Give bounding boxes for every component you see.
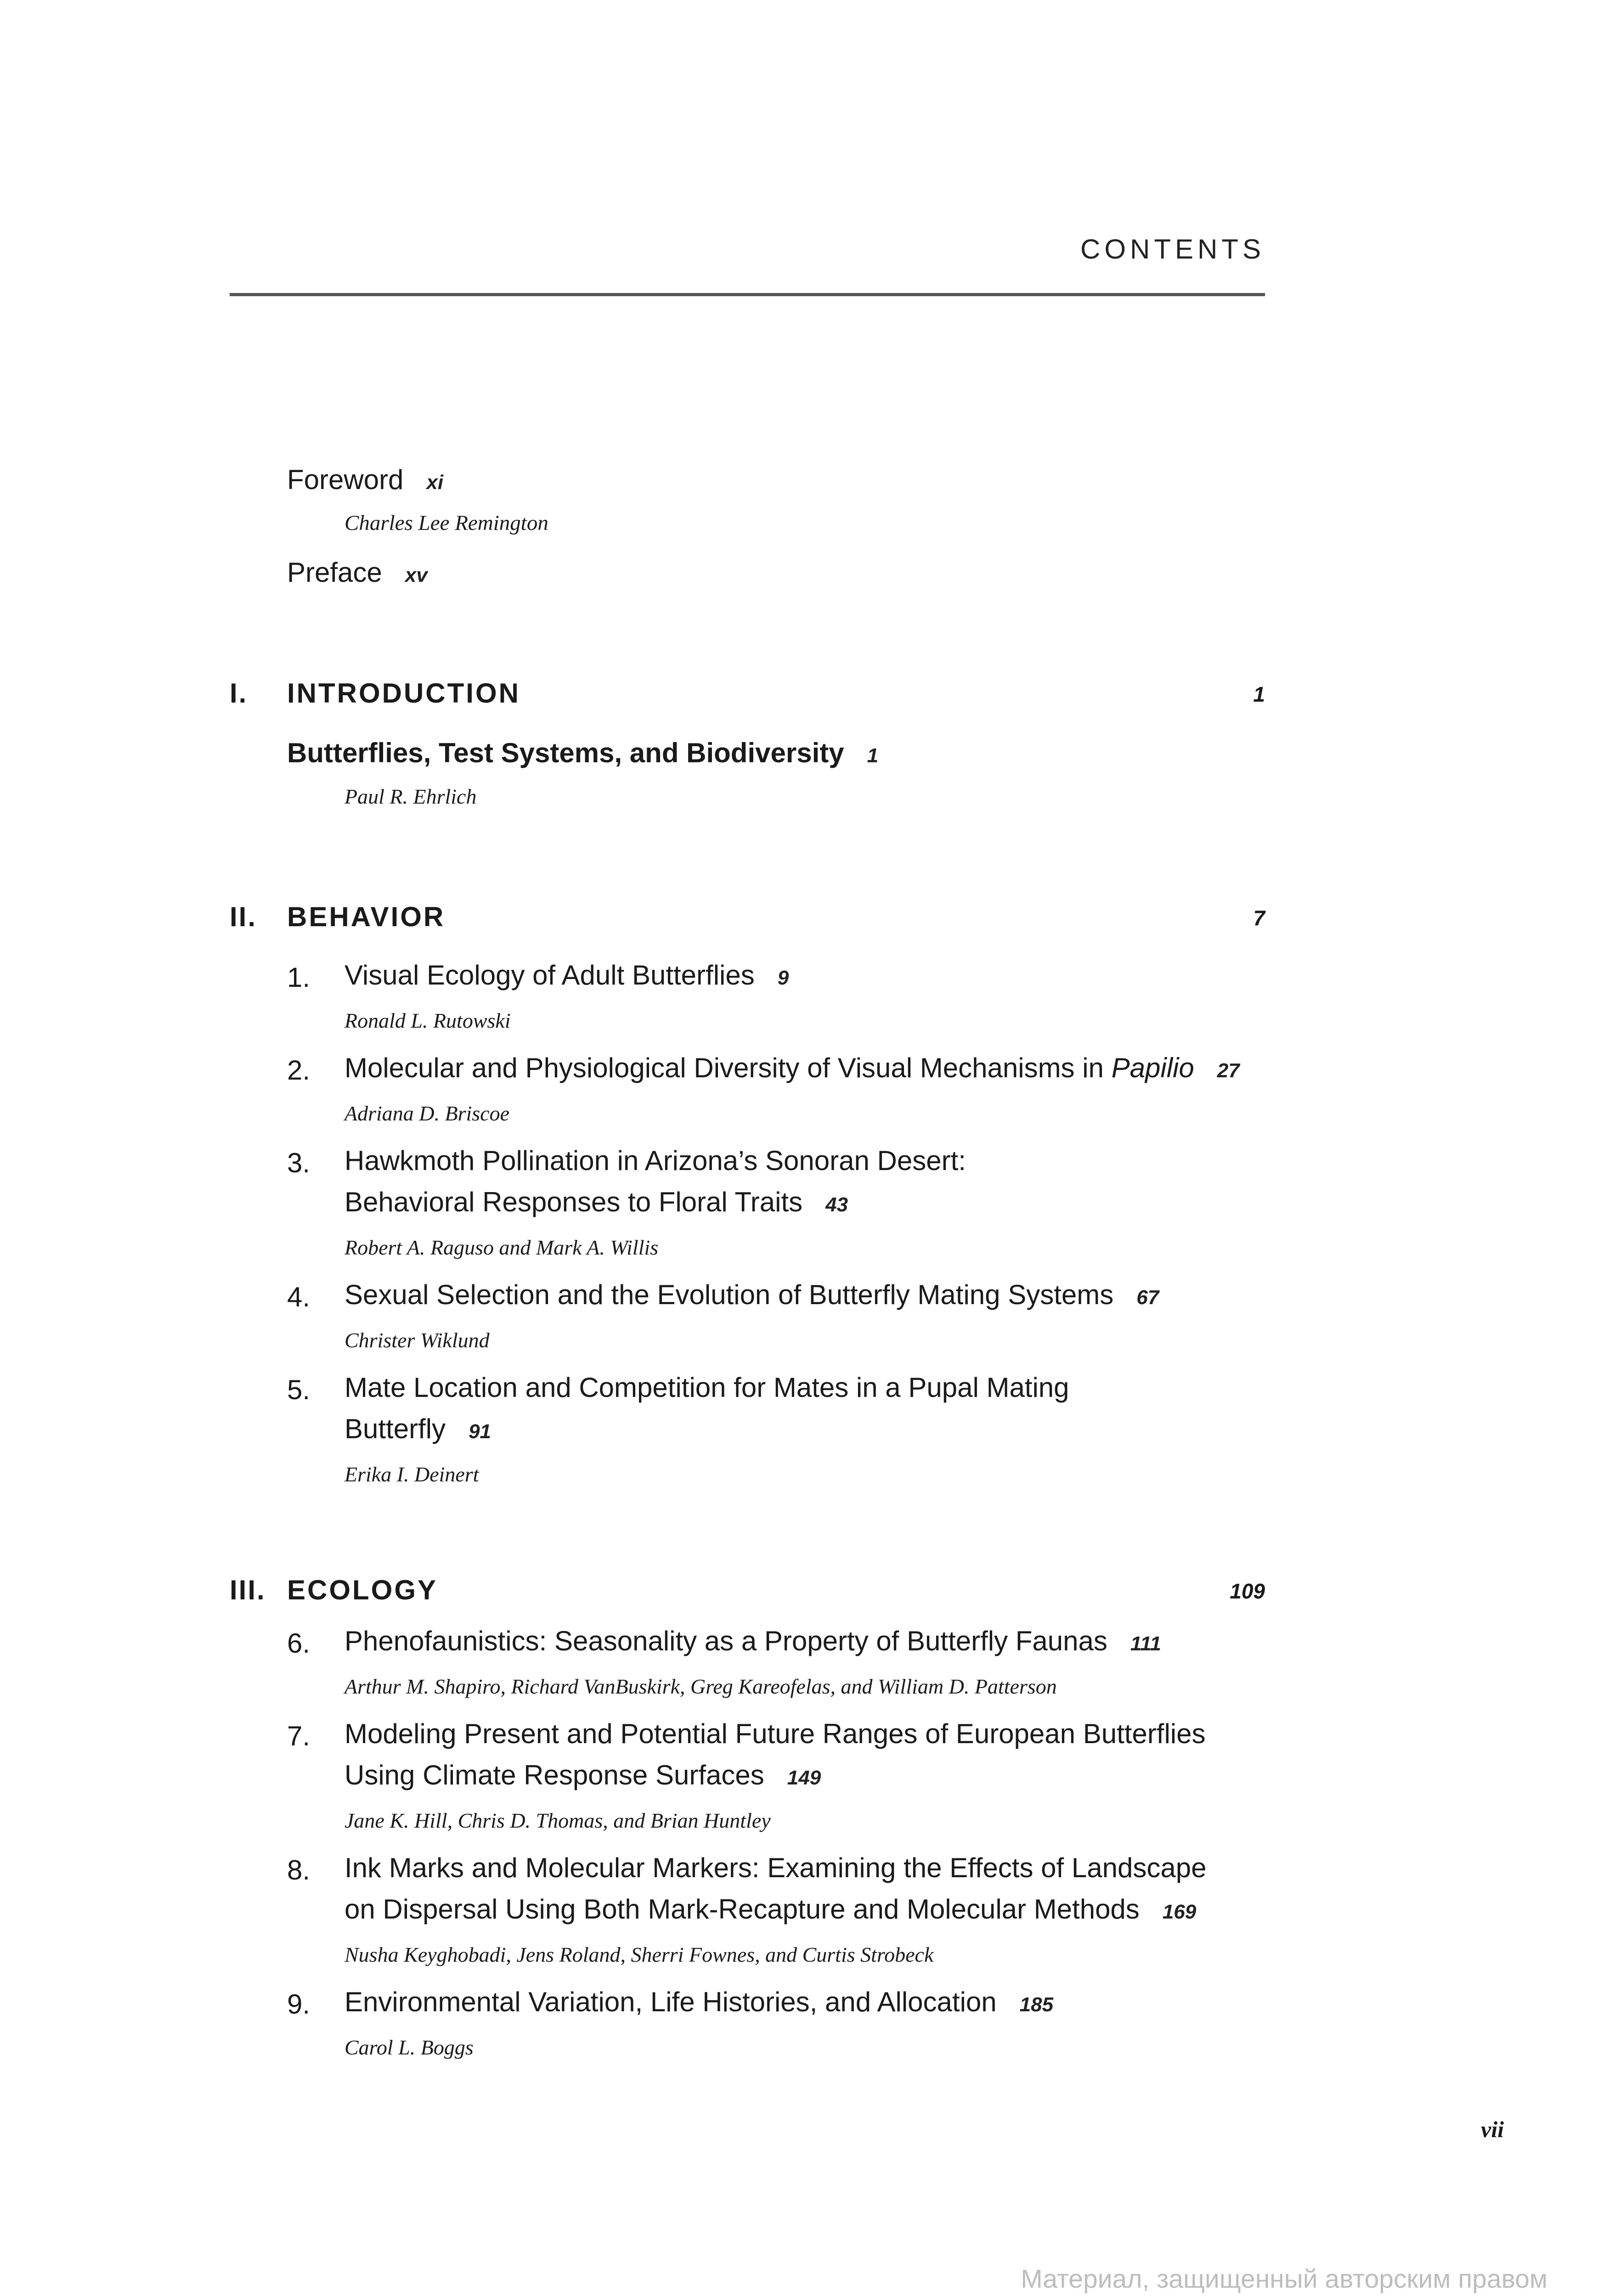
toc-entry-chapter[interactable] <box>345 1140 966 1226</box>
chapter-author: Erika I. Deinert <box>345 1463 479 1486</box>
preface-title: Preface <box>287 557 382 588</box>
chapter-author: Christer Wiklund <box>345 1328 490 1352</box>
foreword-title: Foreword <box>287 464 404 495</box>
toc-entry-chapter[interactable] <box>287 737 878 769</box>
toc-entry-chapter[interactable] <box>345 1367 1069 1452</box>
chapter-number: 1. <box>287 962 311 993</box>
chapter-page: 9 <box>777 967 789 989</box>
chapter-title-line-2: Using Climate Response Surfaces <box>345 1760 764 1790</box>
toc-entry-chapter[interactable] <box>345 1047 1240 1092</box>
toc-entry-preface[interactable] <box>287 557 428 588</box>
chapter-number: 8. <box>287 1855 311 1885</box>
chapter-title: Visual Ecology of Adult Butterflies <box>345 960 755 990</box>
part-numeral: II. <box>230 901 257 932</box>
chapter-title-line-1: Ink Marks and Molecular Markers: Examining the Effects of Landscape <box>345 1852 1207 1883</box>
chapter-title-line-2: Butterfly <box>345 1413 446 1444</box>
part-page: 7 <box>1253 906 1265 930</box>
copyright-watermark: Материал, защищенный авторским правом <box>1021 2264 1548 2294</box>
toc-entry-chapter[interactable] <box>345 1847 1206 1933</box>
chapter-author: Robert A. Raguso and Mark A. Willis <box>345 1236 659 1259</box>
chapter-page: 185 <box>1019 1993 1054 2016</box>
chapter-page: 27 <box>1217 1059 1240 1082</box>
chapter-number: 3. <box>287 1148 311 1178</box>
chapter-page: 149 <box>787 1767 821 1789</box>
chapter-number: 9. <box>287 1989 311 2020</box>
chapter-title: Molecular and Physiological Diversity of Visual Mechanisms in <box>345 1052 1104 1083</box>
part-numeral: I. <box>230 678 248 709</box>
part-title-ecology[interactable]: ECOLOGY <box>287 1575 438 1605</box>
chapter-number: 7. <box>287 1721 311 1751</box>
chapter-title-line-1: Hawkmoth Pollination in Arizona’s Sonoran Desert: <box>345 1145 966 1176</box>
header-rule <box>230 293 1265 296</box>
preface-page: xv <box>405 564 428 586</box>
chapter-number: 6. <box>287 1628 311 1659</box>
chapter-number: 4. <box>287 1282 311 1312</box>
page-number: vii <box>1481 2116 1504 2142</box>
chapter-title: Phenofaunistics: Seasonality as a Property of Butterfly Faunas <box>345 1626 1107 1656</box>
toc-entry-chapter[interactable] <box>345 1713 1205 1799</box>
page-title: CONTENTS <box>1080 234 1265 264</box>
chapter-page: 91 <box>469 1420 491 1443</box>
toc-entry-chapter[interactable] <box>345 1981 1053 2026</box>
chapter-author: Paul R. Ehrlich <box>345 785 477 808</box>
part-numeral: III. <box>230 1575 266 1605</box>
chapter-author: Carol L. Boggs <box>345 2036 474 2059</box>
chapter-author: Nusha Keyghobadi, Jens Roland, Sherri Fownes, and Curtis Strobeck <box>345 1943 934 1966</box>
chapter-title-italic: Papilio <box>1111 1052 1194 1083</box>
chapter-title-line-2: on Dispersal Using Both Mark-Recapture and Molecular Methods <box>345 1894 1140 1925</box>
chapter-page: 1 <box>867 744 879 767</box>
toc-entry-chapter[interactable] <box>345 955 789 999</box>
chapter-author: Ronald L. Rutowski <box>345 1009 511 1032</box>
chapter-title-line-1: Mate Location and Competition for Mates in a Pupal Mating <box>345 1372 1069 1403</box>
toc-entry-chapter[interactable] <box>345 1274 1159 1318</box>
foreword-page: xi <box>426 471 444 494</box>
toc-entry-chapter[interactable] <box>345 1621 1161 1665</box>
foreword-author: Charles Lee Remington <box>345 511 548 535</box>
chapter-title: Sexual Selection and the Evolution of Butterfly Mating Systems <box>345 1279 1114 1310</box>
toc-entry-foreword[interactable] <box>287 464 443 495</box>
chapter-page: 169 <box>1162 1901 1197 1923</box>
chapter-author: Arthur M. Shapiro, Richard VanBuskirk, Greg Kareofelas, and William D. Patterson <box>345 1675 1057 1698</box>
chapter-title-line-2: Behavioral Responses to Floral Traits <box>345 1187 803 1217</box>
chapter-number: 2. <box>287 1055 311 1086</box>
chapter-title-line-1: Modeling Present and Potential Future Ranges of European Butterflies <box>345 1718 1206 1749</box>
part-title-introduction[interactable]: INTRODUCTION <box>287 678 520 709</box>
chapter-author: Jane K. Hill, Chris D. Thomas, and Brian Huntley <box>345 1809 771 1832</box>
chapter-page: 111 <box>1130 1632 1161 1655</box>
chapter-title: Environmental Variation, Life Histories, and Allocation <box>345 1986 997 2017</box>
chapter-page: 43 <box>825 1193 848 1216</box>
chapter-number: 5. <box>287 1374 311 1405</box>
part-page: 1 <box>1253 682 1265 706</box>
chapter-title: Butterflies, Test Systems, and Biodiversity <box>287 737 844 768</box>
part-page: 109 <box>1230 1579 1265 1603</box>
chapter-author: Adriana D. Briscoe <box>345 1102 510 1125</box>
chapter-page: 67 <box>1136 1286 1159 1309</box>
part-title-behavior[interactable]: BEHAVIOR <box>287 901 446 932</box>
